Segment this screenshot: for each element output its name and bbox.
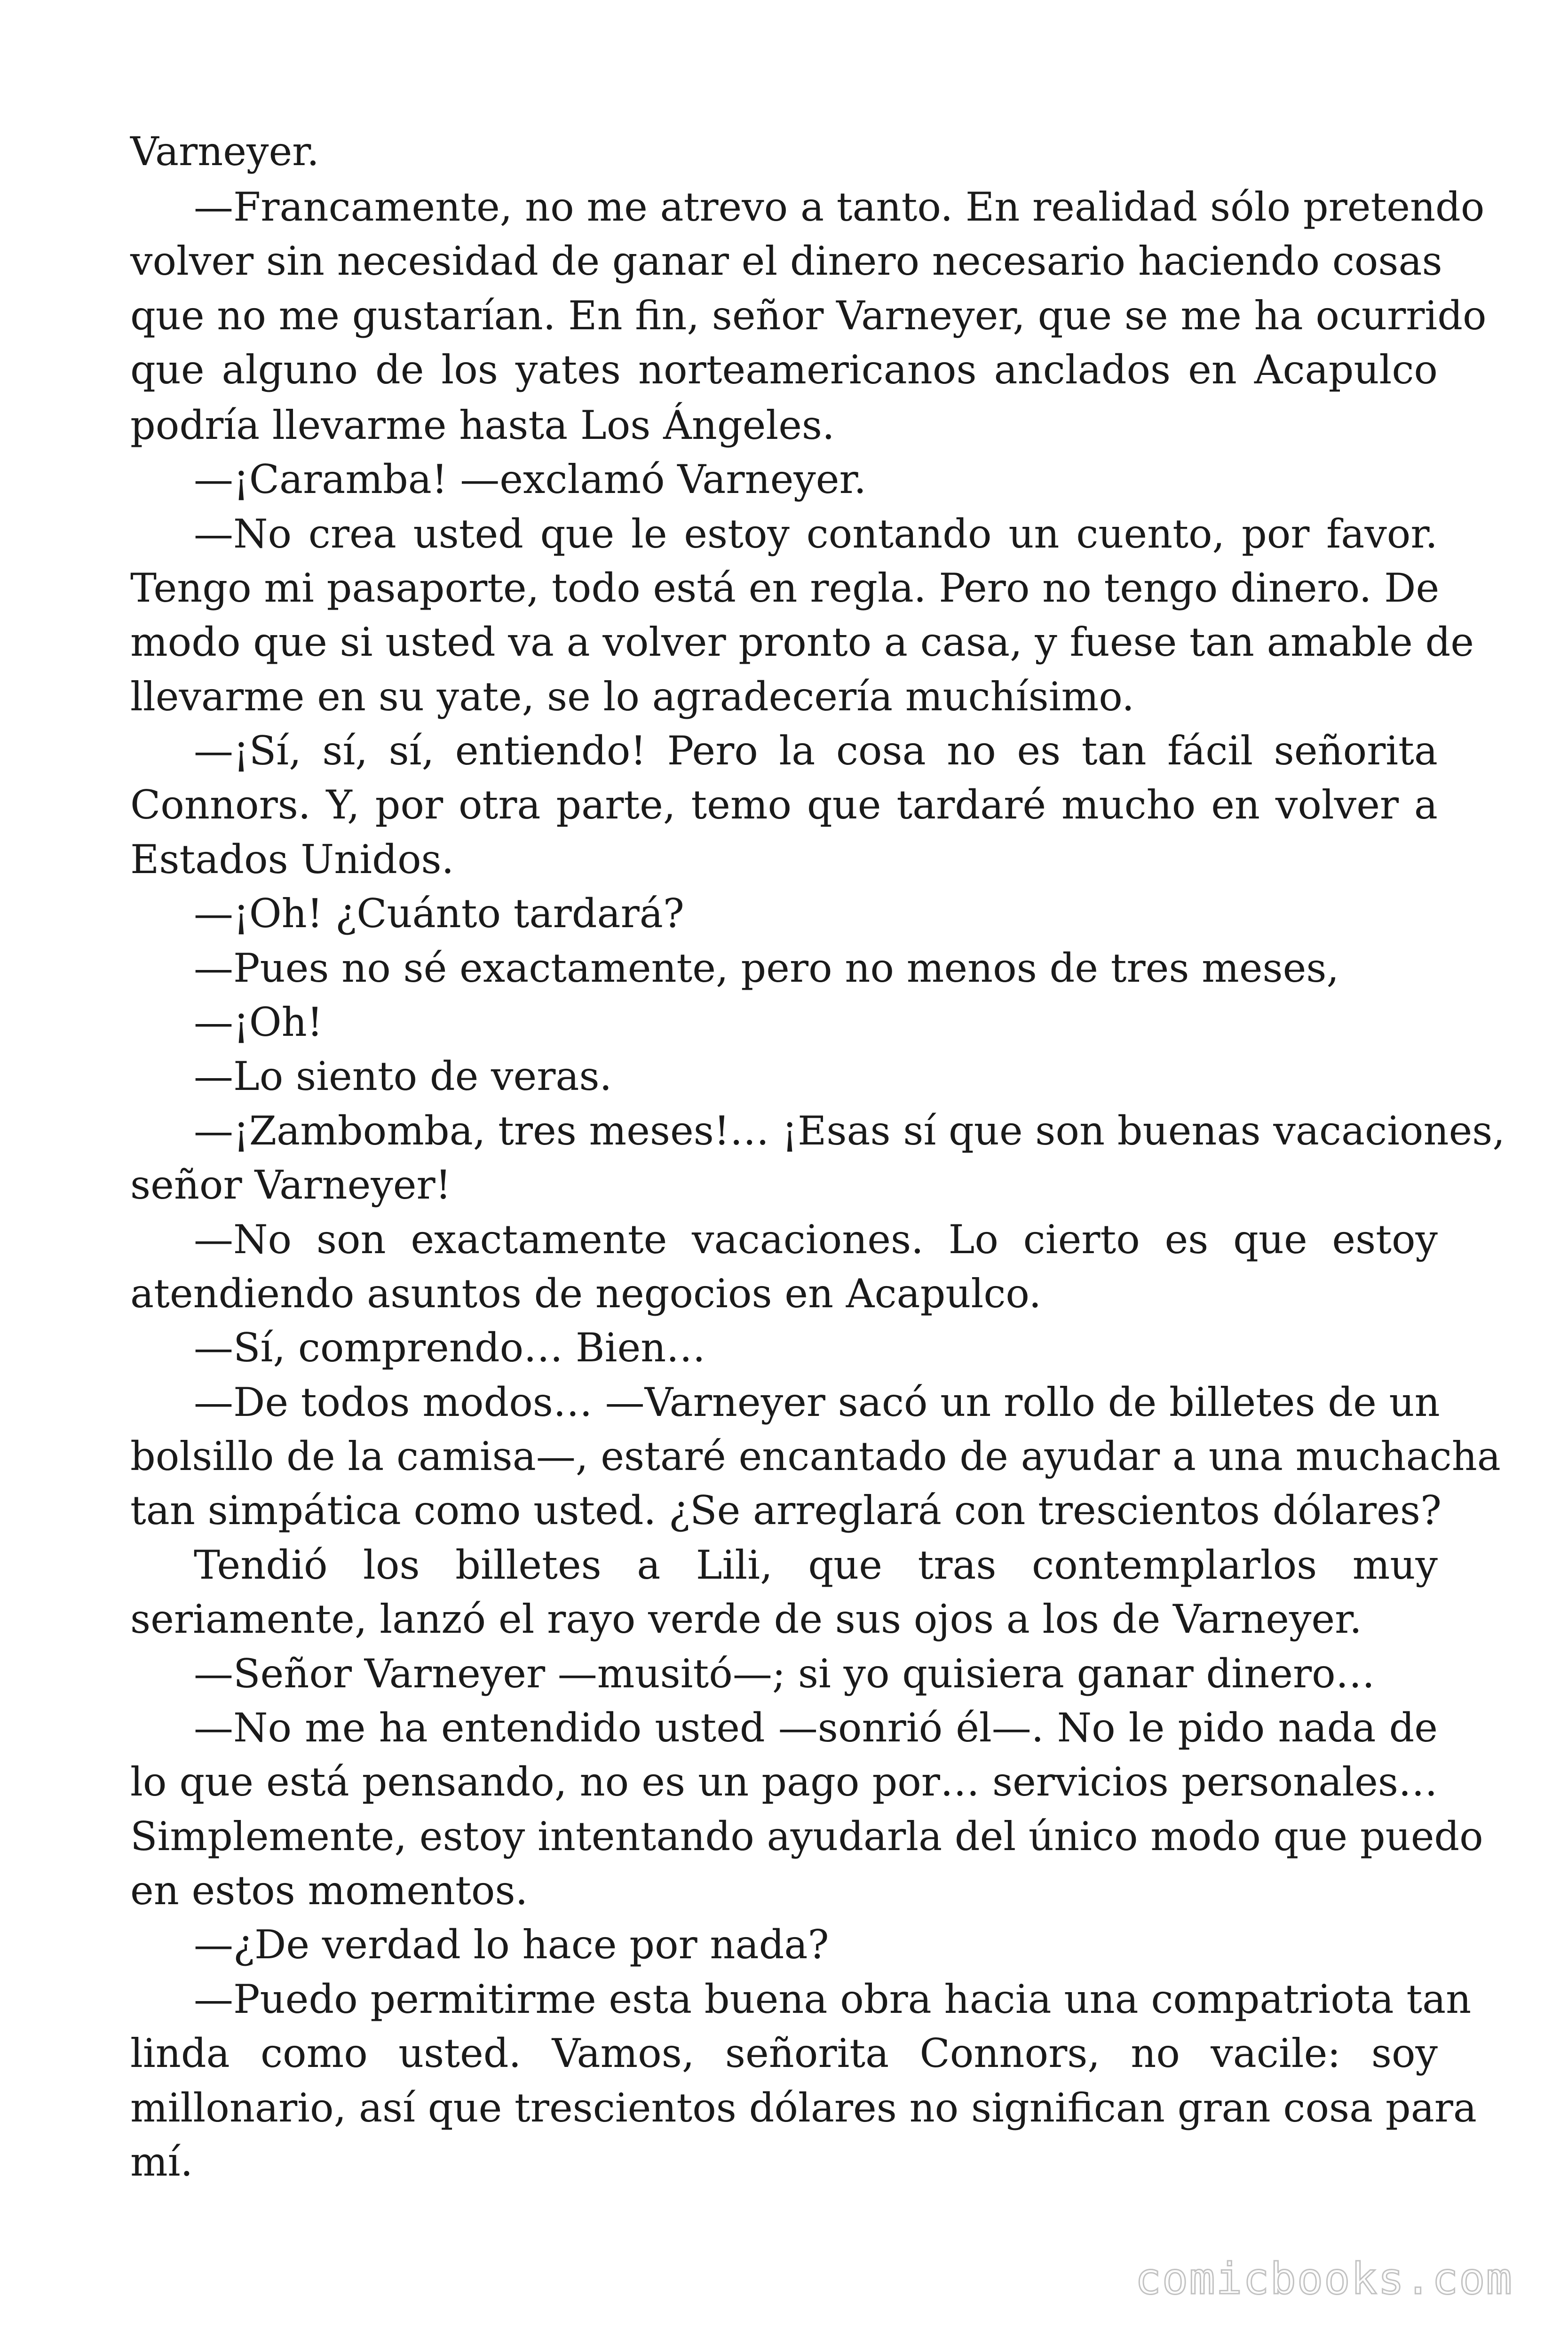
text-line: —Pues no sé exactamente, pero no menos de tres meses, — [194, 945, 1339, 991]
text-line: en estos momentos. — [130, 1867, 528, 1914]
text-line: que alguno de los yates norteamericanos anclados en Acapulco — [130, 347, 1438, 393]
text-line: millonario, así que trescientos dólares no significan gran cosa para — [130, 2085, 1477, 2131]
text-line: —No me ha entendido usted —sonrió él—. No le pido nada de — [194, 1705, 1438, 1751]
text-line: Estados Unidos. — [130, 836, 454, 882]
text-line: modo que si usted va a volver pronto a casa, y fuese tan amable de — [130, 619, 1474, 665]
text-line: Tendió los billetes a Lili, que tras contemplarlos muy — [194, 1542, 1438, 1588]
text-line: —Señor Varneyer —musitó—; si yo quisiera ganar dinero… — [194, 1651, 1375, 1697]
watermark: comicbooks.com — [1135, 2254, 1513, 2304]
text-line: —¡Oh! ¿Cuánto tardará? — [194, 890, 684, 937]
text-line: Varneyer. — [130, 128, 319, 175]
text-line: —¡Oh! — [194, 999, 323, 1045]
text-line: —Puedo permitirme esta buena obra hacia una compatriota tan — [194, 1976, 1472, 2022]
text-line: seriamente, lanzó el rayo verde de sus ojos a los de Varneyer. — [130, 1596, 1362, 1642]
text-line: podría llevarme hasta Los Ángeles. — [130, 402, 835, 448]
text-line: —No son exactamente vacaciones. Lo cierto es que estoy — [194, 1216, 1438, 1263]
text-line: —¡Sí, sí, sí, entiendo! Pero la cosa no es tan fácil señorita — [194, 728, 1438, 774]
text-line: Tengo mi pasaporte, todo está en regla. Pero no tengo dinero. De — [130, 565, 1440, 611]
text-line: tan simpática como usted. ¿Se arreglará con trescientos dólares? — [130, 1487, 1441, 1534]
text-line: —Francamente, no me atrevo a tanto. En realidad sólo pretendo — [194, 184, 1485, 230]
text-line: —No crea usted que le estoy contando un cuento, por favor. — [194, 511, 1438, 557]
text-line: —Lo siento de veras. — [194, 1053, 612, 1099]
text-line: —¿De verdad lo hace por nada? — [194, 1922, 829, 1968]
text-line: —¡Caramba! —exclamó Varneyer. — [194, 456, 867, 502]
text-line: mí. — [130, 2139, 193, 2185]
text-line: Connors. Y, por otra parte, temo que tardaré mucho en volver a — [130, 782, 1438, 828]
text-line: —¡Zambomba, tres meses!… ¡Esas sí que son buenas vacaciones, — [194, 1108, 1505, 1154]
text-line: —De todos modos… —Varneyer sacó un rollo de billetes de un — [194, 1379, 1440, 1425]
text-line: que no me gustarían. En fin, señor Varneyer, que se me ha ocurrido — [130, 293, 1487, 339]
text-line: bolsillo de la camisa—, estaré encantado de ayudar a una muchacha — [130, 1433, 1501, 1479]
text-line: lo que está pensando, no es un pago por… servicios personales… — [130, 1759, 1438, 1805]
text-line: atendiendo asuntos de negocios en Acapulco. — [130, 1271, 1042, 1317]
text-line: linda como usted. Vamos, señorita Connors, no vacile: soy — [130, 2030, 1438, 2076]
text-line: Simplemente, estoy intentando ayudarla del único modo que puedo — [130, 1813, 1483, 1859]
text-line: llevarme en su yate, se lo agradecería muchísimo. — [130, 674, 1134, 720]
text-line: volver sin necesidad de ganar el dinero necesario haciendo cosas — [130, 238, 1442, 284]
text-line: señor Varneyer! — [130, 1162, 451, 1208]
text-line: —Sí, comprendo… Bien… — [194, 1325, 706, 1371]
